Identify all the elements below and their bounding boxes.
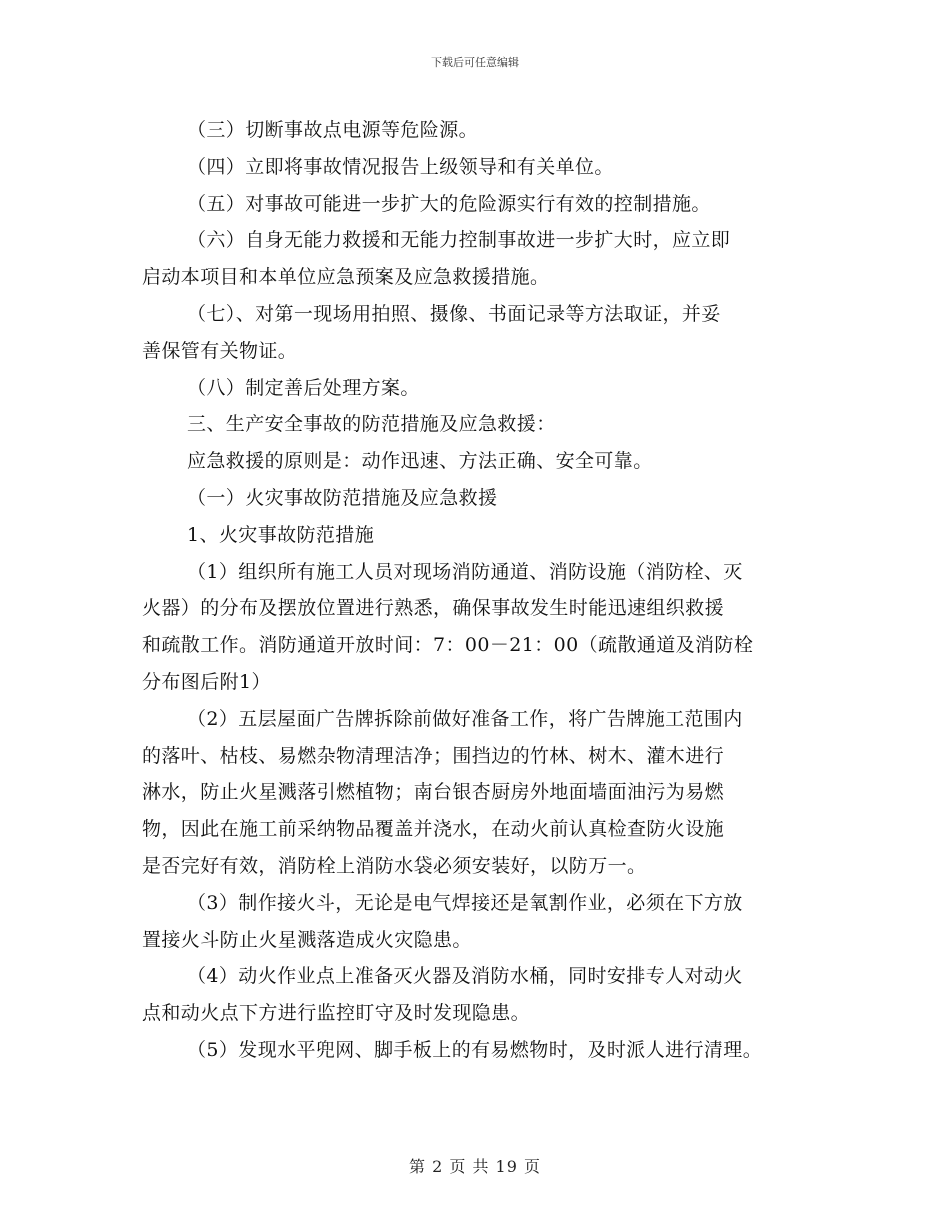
body-line: （2）五层屋面广告牌拆除前做好准备工作，将广告牌施工范围内 <box>187 707 743 730</box>
body-line: 分布图后附1） <box>142 670 271 693</box>
body-line: （5）发现水平兜网、脚手板上的有易燃物时，及时派人进行清理。 <box>187 1038 763 1061</box>
body-line: 应急救援的原则是：动作迅速、方法正确、安全可靠。 <box>187 450 653 473</box>
subsection-heading: （一）火灾事故防范措施及应急救援 <box>187 486 498 509</box>
page-header: 下载后可任意编辑 <box>431 56 519 69</box>
body-line: （四）立即将事故情况报告上级领导和有关单位。 <box>187 155 614 178</box>
section-heading: 三、生产安全事故的防范措施及应急救援： <box>187 413 556 436</box>
page-number-footer: 第 2 页 共 19 页 <box>409 1157 541 1176</box>
body-line: 善保管有关物证。 <box>142 339 298 362</box>
body-line: 火器）的分布及摆放位置进行熟悉，确保事故发生时能迅速组织救援 <box>142 597 725 620</box>
body-line: 的落叶、枯枝、易燃杂物清理洁净；围挡边的竹林、树木、灌木进行 <box>142 744 725 767</box>
body-line: （4）动火作业点上准备灭火器及消防水桶，同时安排专人对动火 <box>187 965 743 988</box>
body-line: 置接火斗防止火星溅落造成火灾隐患。 <box>142 928 472 951</box>
body-line: 物，因此在施工前采纳物品覆盖并浇水，在动火前认真检查防火设施 <box>142 818 725 841</box>
body-line: （七）、对第一现场用拍照、摄像、书面记录等方法取证，并妥 <box>187 302 721 325</box>
body-line: 点和动火点下方进行监控盯守及时发现隐患。 <box>142 1002 531 1025</box>
body-line: （三）切断事故点电源等危险源。 <box>187 119 479 141</box>
body-line: 和疏散工作。消防通道开放时间：7：00－21：00（疏散通道及消防栓 <box>142 634 754 657</box>
body-line: （1）组织所有施工人员对现场消防通道、消防设施（消防栓、灭 <box>187 560 743 583</box>
body-line: 启动本项目和本单位应急预案及应急救援措施。 <box>142 266 550 289</box>
body-line: 是否完好有效，消防栓上消防水袋必须安装好，以防万一。 <box>142 854 647 877</box>
body-line: （五）对事故可能进一步扩大的危险源实行有效的控制措施。 <box>187 192 711 215</box>
subsection-heading: 1、火灾事故防范措施 <box>187 523 375 546</box>
body-line: （3）制作接火斗，无论是电气焊接还是氧割作业，必须在下方放 <box>187 891 743 914</box>
body-line: （六）自身无能力救援和无能力控制事故进一步扩大时，应立即 <box>187 229 731 252</box>
document-body <box>142 112 822 1069</box>
body-line: 淋水，防止火星溅落引燃植物；南台银杏厨房外地面墙面油污为易燃 <box>142 781 725 804</box>
body-line: （八）制定善后处理方案。 <box>187 376 420 399</box>
